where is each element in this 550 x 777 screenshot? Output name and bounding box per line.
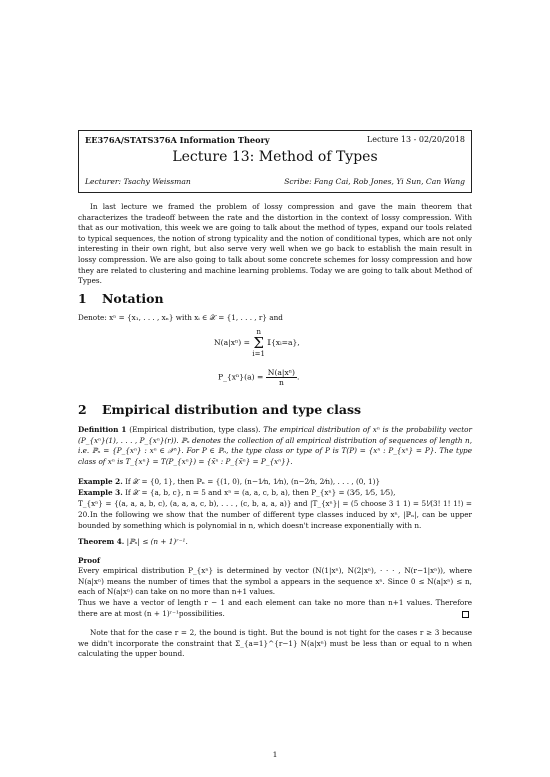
definition-1	[78, 425, 472, 467]
eq2-numerator: N(a|xⁿ)	[267, 368, 296, 377]
example-3	[78, 488, 472, 499]
section-2-heading	[78, 402, 361, 417]
definition-body: The empirical distribution of xⁿ is the probability vector (P_{xⁿ}(1), . . . , P_{xⁿ}(r)). ℙₙ denotes the collection of all empirical distribution of sequences of length n, i.e. ℙₙ = {P_{xⁿ} : xⁿ ∈ 𝒳ⁿ}. For P ∈ ℙₙ, the type class or type of P is T(P) = {xⁿ : P_{xⁿ} = P}. The type class of xⁿ is T_{xⁿ} = T(P_{xⁿ}) = {x̃ⁿ : P_{x̃ⁿ} = P_{xⁿ}}.	[78, 425, 472, 466]
note-paragraph: Note that for the case r = 2, the bound is tight. But the bound is not tight for the cases r ≥ 3 because we didn't incorporate the constraint that Σ_{a=1}^{r−1} N(a|xⁿ) must be less than or equal to n when calculating the upper bound.	[78, 628, 472, 659]
section-1-heading	[78, 291, 164, 306]
eq1-rhs: 𝕀{xᵢ=a},	[267, 338, 300, 347]
theorem-body: |ℙₙ| ≤ (n + 1)ʳ⁻¹.	[126, 537, 188, 546]
theorem-label: Theorem 4.	[78, 537, 125, 546]
eq2-end: .	[297, 372, 300, 382]
eq1-lhs: N(a|xⁿ) =	[214, 338, 250, 347]
proof-label: Proof	[78, 556, 101, 565]
summation-sign: n Σ i=1	[252, 328, 265, 358]
page-number: 1	[272, 750, 278, 759]
example-2-body: If 𝒳 = {0, 1}, then ℙₙ = {(1, 0), (n−1⁄n, 1⁄n), (n−2⁄n, 2⁄n), . . . , (0, 1)}	[125, 477, 381, 486]
proof-body-2: Thus we have a vector of length r − 1 and each element can take no more than n+1 values. Therefore there are at most (n + 1)ʳ⁻¹possibilities.	[78, 598, 472, 618]
lecture-date: Lecture 13 - 02/20/2018	[366, 135, 465, 144]
eq2-denominator: n	[278, 378, 284, 387]
section-1-title: Notation	[102, 291, 164, 306]
qed-square	[462, 611, 469, 618]
example-3-label: Example 3.	[78, 488, 123, 497]
sum-upper: n	[256, 328, 261, 336]
course-title: EE376A/STATS376A Information Theory	[85, 135, 270, 145]
example-3-body: If 𝒳 = {a, b, c}, n = 5 and xⁿ = (a, a, c, b, a), then P_{xⁿ} = (3⁄5, 1⁄5, 1⁄5),	[125, 488, 396, 497]
lecture-header-box	[78, 130, 472, 193]
equation-empirical	[218, 368, 299, 387]
definition-paren: (Empirical distribution, type class).	[129, 425, 261, 434]
example-3-line2: T_{xⁿ} = {(a, a, a, b, c), (a, a, a, c, b), . . . , (c, b, a, a, a)} and |T_{xⁿ}| = (5 choose 3 1 1) = 5!⁄(3! 1! 1!) = 20.	[78, 499, 472, 519]
sum-lower: i=1	[252, 350, 265, 358]
section-2-number: 2	[78, 402, 87, 417]
lecturer: Lecturer: Tsachy Weissman	[85, 177, 191, 186]
definition-label: Definition 1	[78, 425, 127, 434]
proof-body: Every empirical distribution P_{xⁿ} is determined by vector (N(1|xⁿ), N(2|xⁿ), · · · , N(r−1|xⁿ)), where N(a|xⁿ) means the number of times that the symbol a appears in the sequence xⁿ. Since 0 ≤ N(a|xⁿ) ≤ n, each of N(a|xⁿ) can take on no more than n+1 values.	[78, 566, 472, 597]
equation-count	[214, 328, 300, 358]
scribe: Scribe: Fang Cai, Rob Jones, Yi Sun, Can Wang	[284, 177, 465, 186]
example-2-label: Example 2.	[78, 477, 123, 486]
section-2-title: Empirical distribution and type class	[102, 402, 362, 417]
eq2-lhs: P_{xⁿ}(a) =	[218, 372, 264, 382]
following-paragraph: In the following we show that the number of different type classes induced by xⁿ, |ℙₙ|, can be upper bounded by something which is polynomial in n, which doesn't increase exponentially with n.	[78, 510, 472, 530]
lecture-title: Lecture 13: Method of Types	[172, 149, 378, 165]
example-2	[78, 477, 472, 488]
eq2-fraction	[266, 368, 300, 387]
section-1-number: 1	[78, 291, 87, 306]
theorem-4	[78, 537, 472, 548]
intro-paragraph: In last lecture we framed the problem of lossy compression and gave the main theorem that characterizes the tradeoff between the rate and the distortion in the context of lossy compression. With that as our motivation, this week we are going to talk about the method of types, expand our tools related to typical sequences, the notion of strong typicality and the notion of conditional types, which are not only interesting in their own right, but also serve very well when we go back to establish the main result in lossy compression. We are also going to talk about some concrete schemes for lossy compression and how they are related to clustering and machine learning problems. Today we are going to talk about Method of Types.	[78, 202, 472, 286]
notation-denote: Denote: xⁿ = {x₁, . . . , xₙ} with xᵢ ∈ 𝒳 = {1, . . . , r} and	[78, 313, 283, 322]
